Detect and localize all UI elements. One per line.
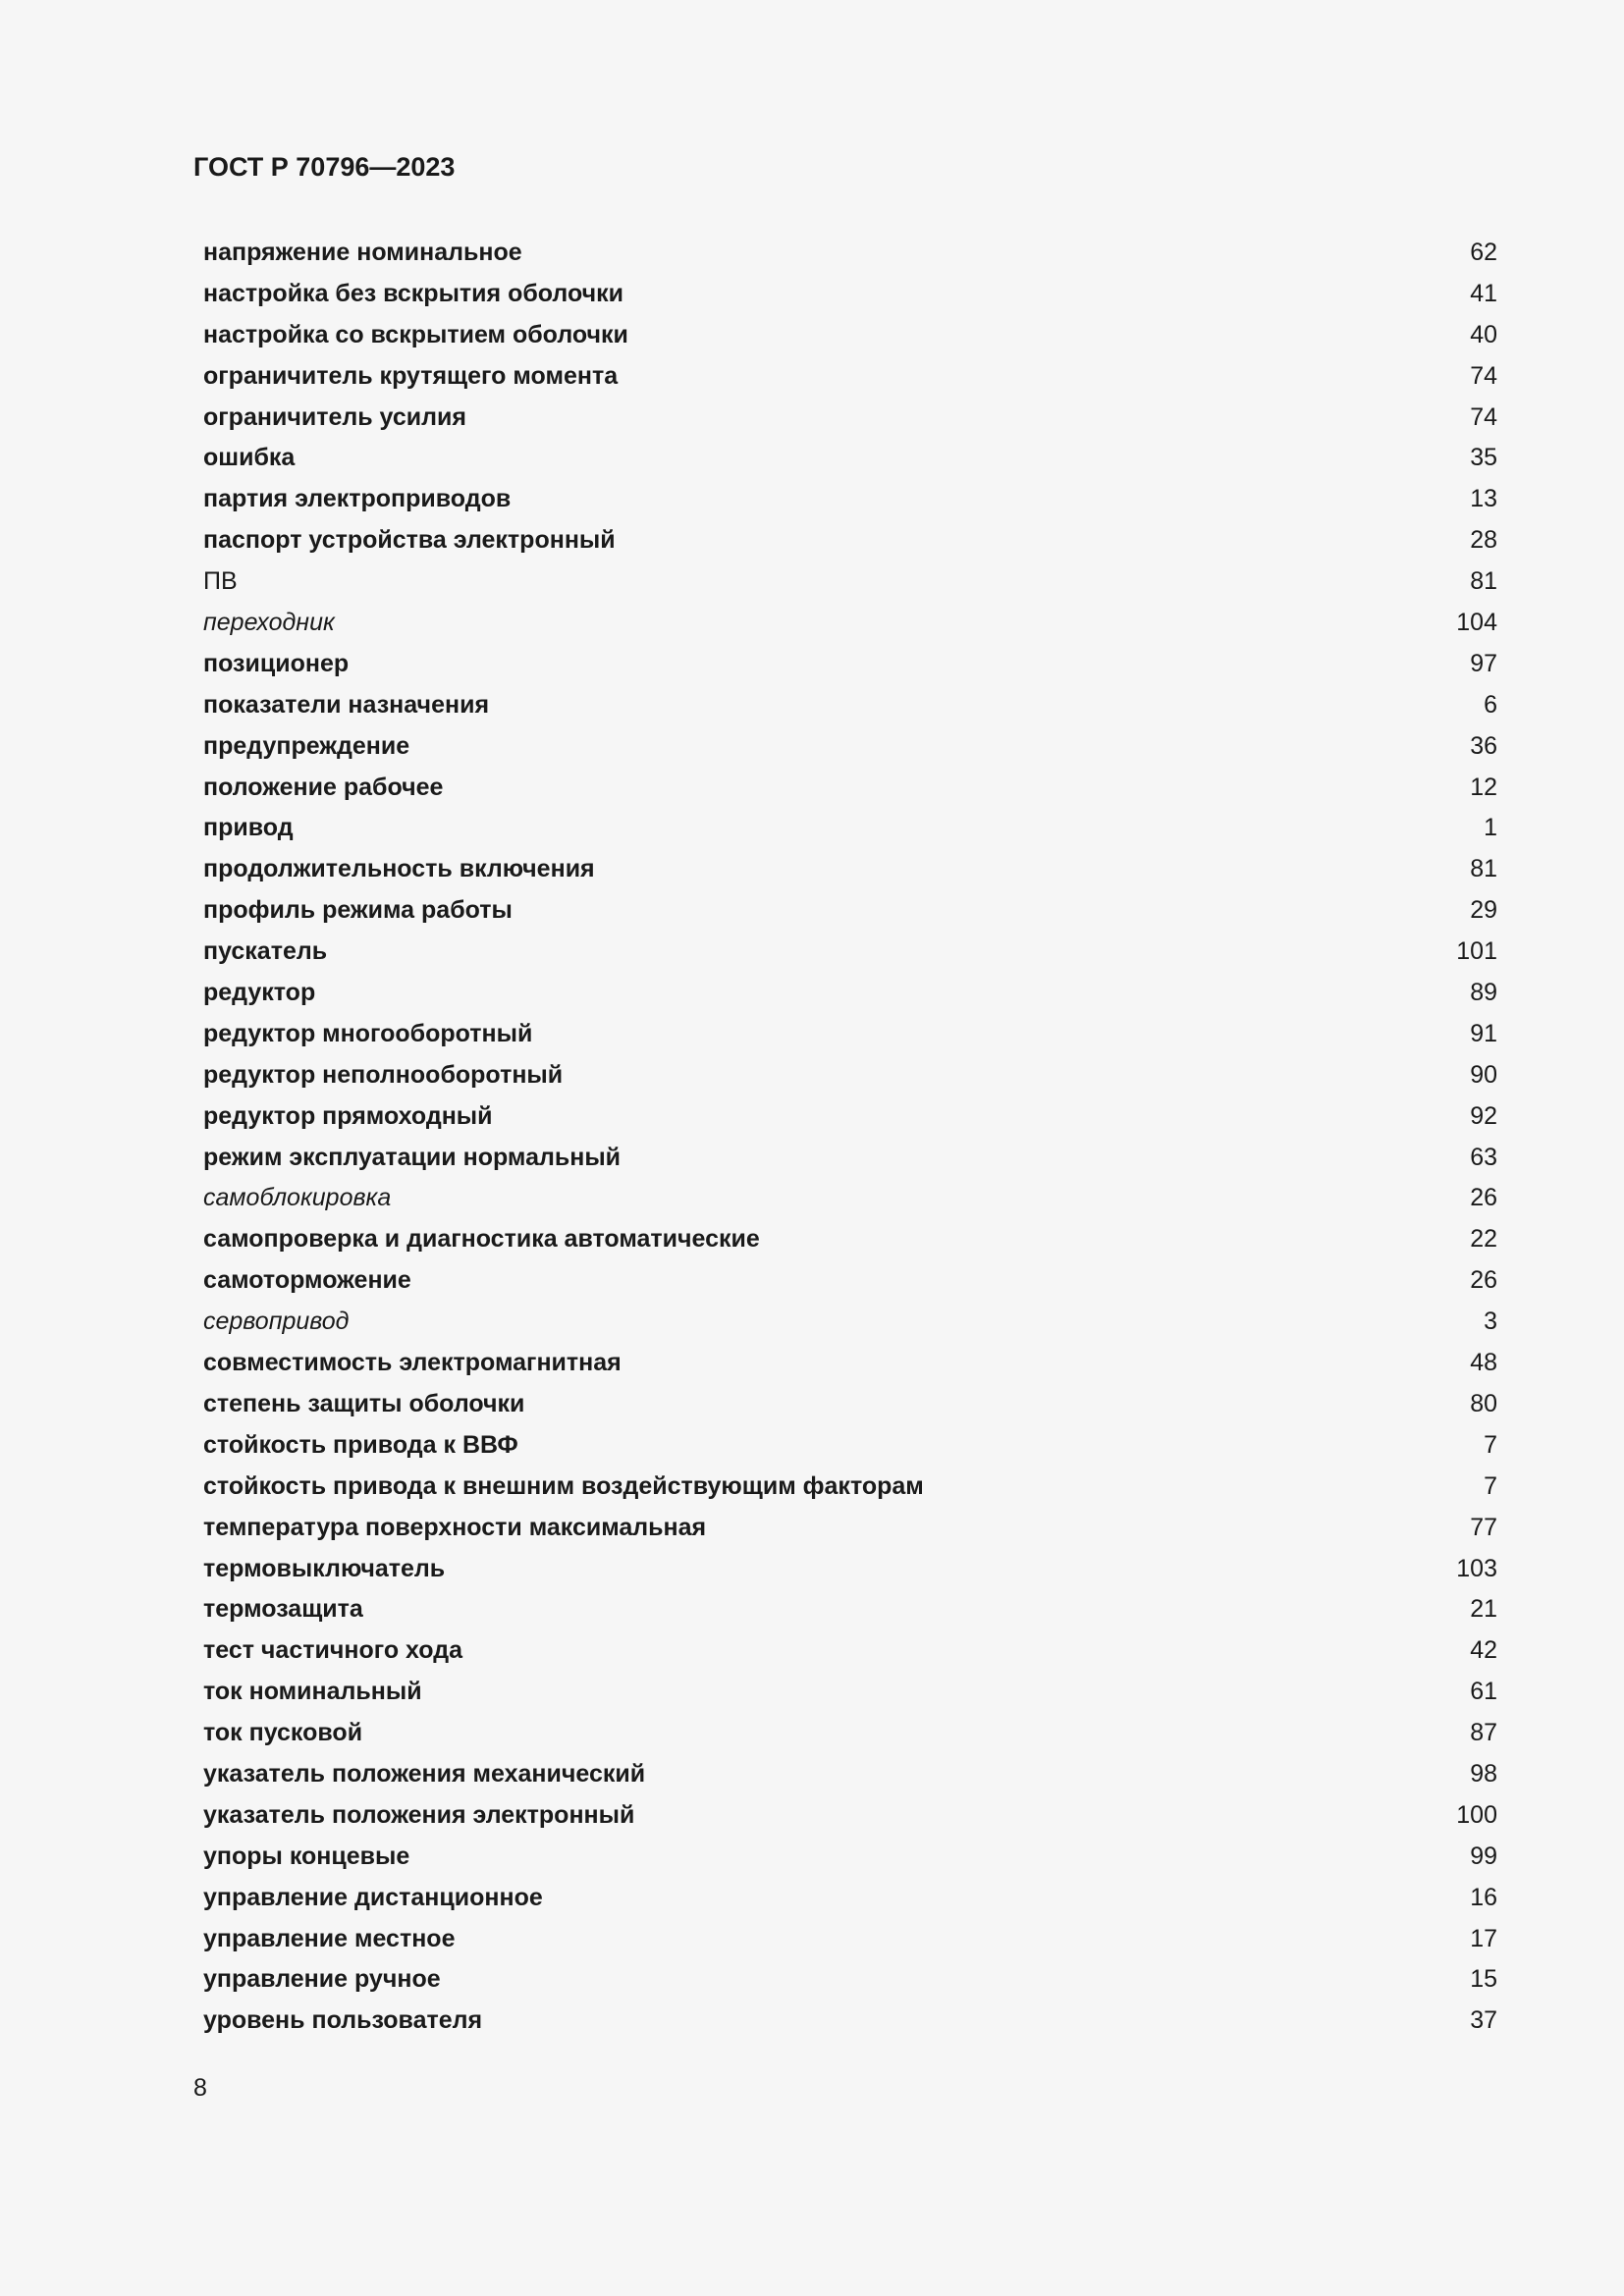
index-term: настройка со вскрытием оболочки <box>203 320 628 348</box>
index-entry <box>203 438 1497 479</box>
index-term: редуктор многооборотный <box>203 1019 533 1047</box>
index-term-number: 6 <box>1484 690 1497 719</box>
index-term: упоры концевые <box>203 1842 410 1870</box>
index-entry <box>203 1014 1497 1055</box>
index-term-number: 97 <box>1470 649 1497 677</box>
index-term-number: 101 <box>1456 937 1497 966</box>
index-term-number: 40 <box>1470 320 1497 348</box>
index-term: самопроверка и диагностика автоматические <box>203 1225 760 1254</box>
document-header: ГОСТ Р 70796—2023 <box>193 152 456 182</box>
index-entry <box>203 1959 1497 2001</box>
index-term-number: 74 <box>1470 402 1497 431</box>
index-term-number: 12 <box>1470 773 1497 801</box>
index-term: ток номинальный <box>203 1678 422 1706</box>
index-term: ограничитель крутящего момента <box>203 361 619 390</box>
index-term: уровень пользователя <box>203 2006 483 2035</box>
index-term: стойкость привода к внешним воздействующим факторам <box>203 1471 924 1500</box>
index-term: самоторможение <box>203 1266 411 1295</box>
index-term: ток пусковой <box>203 1719 363 1747</box>
index-entry <box>203 1138 1497 1179</box>
index-term-number: 37 <box>1470 2006 1497 2035</box>
index-term-number: 74 <box>1470 361 1497 390</box>
index-entry <box>203 1178 1497 1219</box>
index-term-number: 99 <box>1470 1842 1497 1870</box>
index-term-number: 48 <box>1470 1349 1497 1377</box>
index-term: управление ручное <box>203 1965 441 1994</box>
index-entry <box>203 1754 1497 1795</box>
index-entry <box>203 973 1497 1014</box>
index-term: самоблокировка <box>203 1184 392 1212</box>
index-term-number: 103 <box>1456 1554 1497 1582</box>
index-entry <box>203 1384 1497 1425</box>
index-term-number: 26 <box>1470 1184 1497 1212</box>
index-term-number: 92 <box>1470 1101 1497 1130</box>
index-term-number: 81 <box>1470 855 1497 883</box>
index-entry <box>203 1589 1497 1630</box>
index-term-number: 16 <box>1470 1883 1497 1911</box>
index-entry <box>203 1672 1497 1713</box>
index-entry <box>203 1878 1497 1919</box>
index-term: партия электроприводов <box>203 485 512 513</box>
index-entry <box>203 1549 1497 1590</box>
index-term: профиль режима работы <box>203 896 513 925</box>
index-entry <box>203 1302 1497 1343</box>
index-entry <box>203 233 1497 274</box>
index-entry <box>203 1096 1497 1138</box>
index-entry <box>203 520 1497 561</box>
index-term: позиционер <box>203 649 350 677</box>
index-term-number: 28 <box>1470 526 1497 555</box>
index-entry <box>203 1219 1497 1260</box>
index-term-number: 42 <box>1470 1636 1497 1665</box>
index-term: редуктор неполнооборотный <box>203 1060 564 1089</box>
index-term-number: 62 <box>1470 239 1497 266</box>
index-term: режим эксплуатации нормальный <box>203 1143 622 1171</box>
index-term: тест частичного хода <box>203 1636 463 1665</box>
index-entry <box>203 315 1497 356</box>
index-term: сервопривод <box>203 1308 350 1336</box>
index-entry <box>203 1795 1497 1837</box>
index-entry <box>203 1713 1497 1754</box>
index-term-number: 1 <box>1484 814 1497 842</box>
index-entry <box>203 356 1497 398</box>
index-entry <box>203 768 1497 809</box>
index-term: температура поверхности максимальная <box>203 1513 707 1541</box>
index-term-number: 26 <box>1470 1266 1497 1295</box>
index-term: продолжительность включения <box>203 855 595 883</box>
index-term-number: 80 <box>1470 1389 1497 1417</box>
index-entry <box>203 1837 1497 1878</box>
index-term-number: 81 <box>1470 567 1497 596</box>
index-term-number: 77 <box>1470 1513 1497 1541</box>
index-term-number: 87 <box>1470 1719 1497 1747</box>
index-term-number: 17 <box>1470 1924 1497 1952</box>
index-term-number: 63 <box>1470 1143 1497 1171</box>
index-term: пускатель <box>203 937 328 966</box>
index-term: управление дистанционное <box>203 1883 543 1911</box>
index-term: управление местное <box>203 1924 456 1952</box>
index-term: привод <box>203 814 294 842</box>
index-term: предупреждение <box>203 731 410 760</box>
index-entry <box>203 603 1497 644</box>
index-term-number: 21 <box>1470 1595 1497 1624</box>
index-term: указатель положения механический <box>203 1759 646 1788</box>
index-term-number: 41 <box>1470 279 1497 307</box>
index-entry <box>203 479 1497 520</box>
index-term: термозащита <box>203 1595 363 1624</box>
index-term: паспорт устройства электронный <box>203 526 616 555</box>
index-term: совместимость электромагнитная <box>203 1349 622 1377</box>
index-term: термовыключатель <box>203 1554 446 1582</box>
index-term-number: 100 <box>1456 1800 1497 1829</box>
index-entry <box>203 685 1497 726</box>
index-entry <box>203 890 1497 932</box>
index-term: стойкость привода к ВВФ <box>203 1430 518 1459</box>
index-entry <box>203 849 1497 890</box>
index-term-number: 3 <box>1484 1308 1497 1336</box>
index-term-number: 89 <box>1470 979 1497 1007</box>
index-entry <box>203 1508 1497 1549</box>
index-entry <box>203 2001 1497 2042</box>
index-entry <box>203 932 1497 973</box>
index-entry <box>203 644 1497 685</box>
index-entry <box>203 1343 1497 1384</box>
index-term-number: 61 <box>1470 1678 1497 1706</box>
index-term-number: 22 <box>1470 1225 1497 1254</box>
index-entry <box>203 1055 1497 1096</box>
index-term: положение рабочее <box>203 773 444 801</box>
index-term: напряжение номинальное <box>203 239 522 266</box>
index-term-number: 104 <box>1456 609 1497 637</box>
index-term-number: 29 <box>1470 896 1497 925</box>
index-entry <box>203 1425 1497 1467</box>
index-term: ограничитель усилия <box>203 402 466 431</box>
index-term: переходник <box>203 609 335 637</box>
index-term-number: 13 <box>1470 485 1497 513</box>
index-term-number: 98 <box>1470 1759 1497 1788</box>
index-entry <box>203 808 1497 849</box>
index-term: ошибка <box>203 444 296 472</box>
index-entry <box>203 398 1497 439</box>
index-term-number: 91 <box>1470 1019 1497 1047</box>
index-entry <box>203 1467 1497 1508</box>
index-term: показатели назначения <box>203 690 490 719</box>
index-term-number: 7 <box>1484 1430 1497 1459</box>
index-entry <box>203 1630 1497 1672</box>
index-term-number: 7 <box>1484 1471 1497 1500</box>
page-number: 8 <box>193 2074 207 2102</box>
index-term-number: 15 <box>1470 1965 1497 1994</box>
index-term-number: 35 <box>1470 444 1497 472</box>
index-term: редуктор прямоходный <box>203 1101 493 1130</box>
index-term: настройка без вскрытия оболочки <box>203 279 624 307</box>
index-entry <box>203 726 1497 768</box>
index-term: ПВ <box>203 567 238 596</box>
index-term: редуктор <box>203 979 316 1007</box>
alphabetical-index <box>203 233 1497 2042</box>
index-term-number: 90 <box>1470 1060 1497 1089</box>
index-entry <box>203 1919 1497 1960</box>
index-term: степень защиты оболочки <box>203 1389 525 1417</box>
index-term: указатель положения электронный <box>203 1800 635 1829</box>
index-entry <box>203 1260 1497 1302</box>
index-entry <box>203 561 1497 603</box>
index-term-number: 36 <box>1470 731 1497 760</box>
index-entry <box>203 274 1497 315</box>
